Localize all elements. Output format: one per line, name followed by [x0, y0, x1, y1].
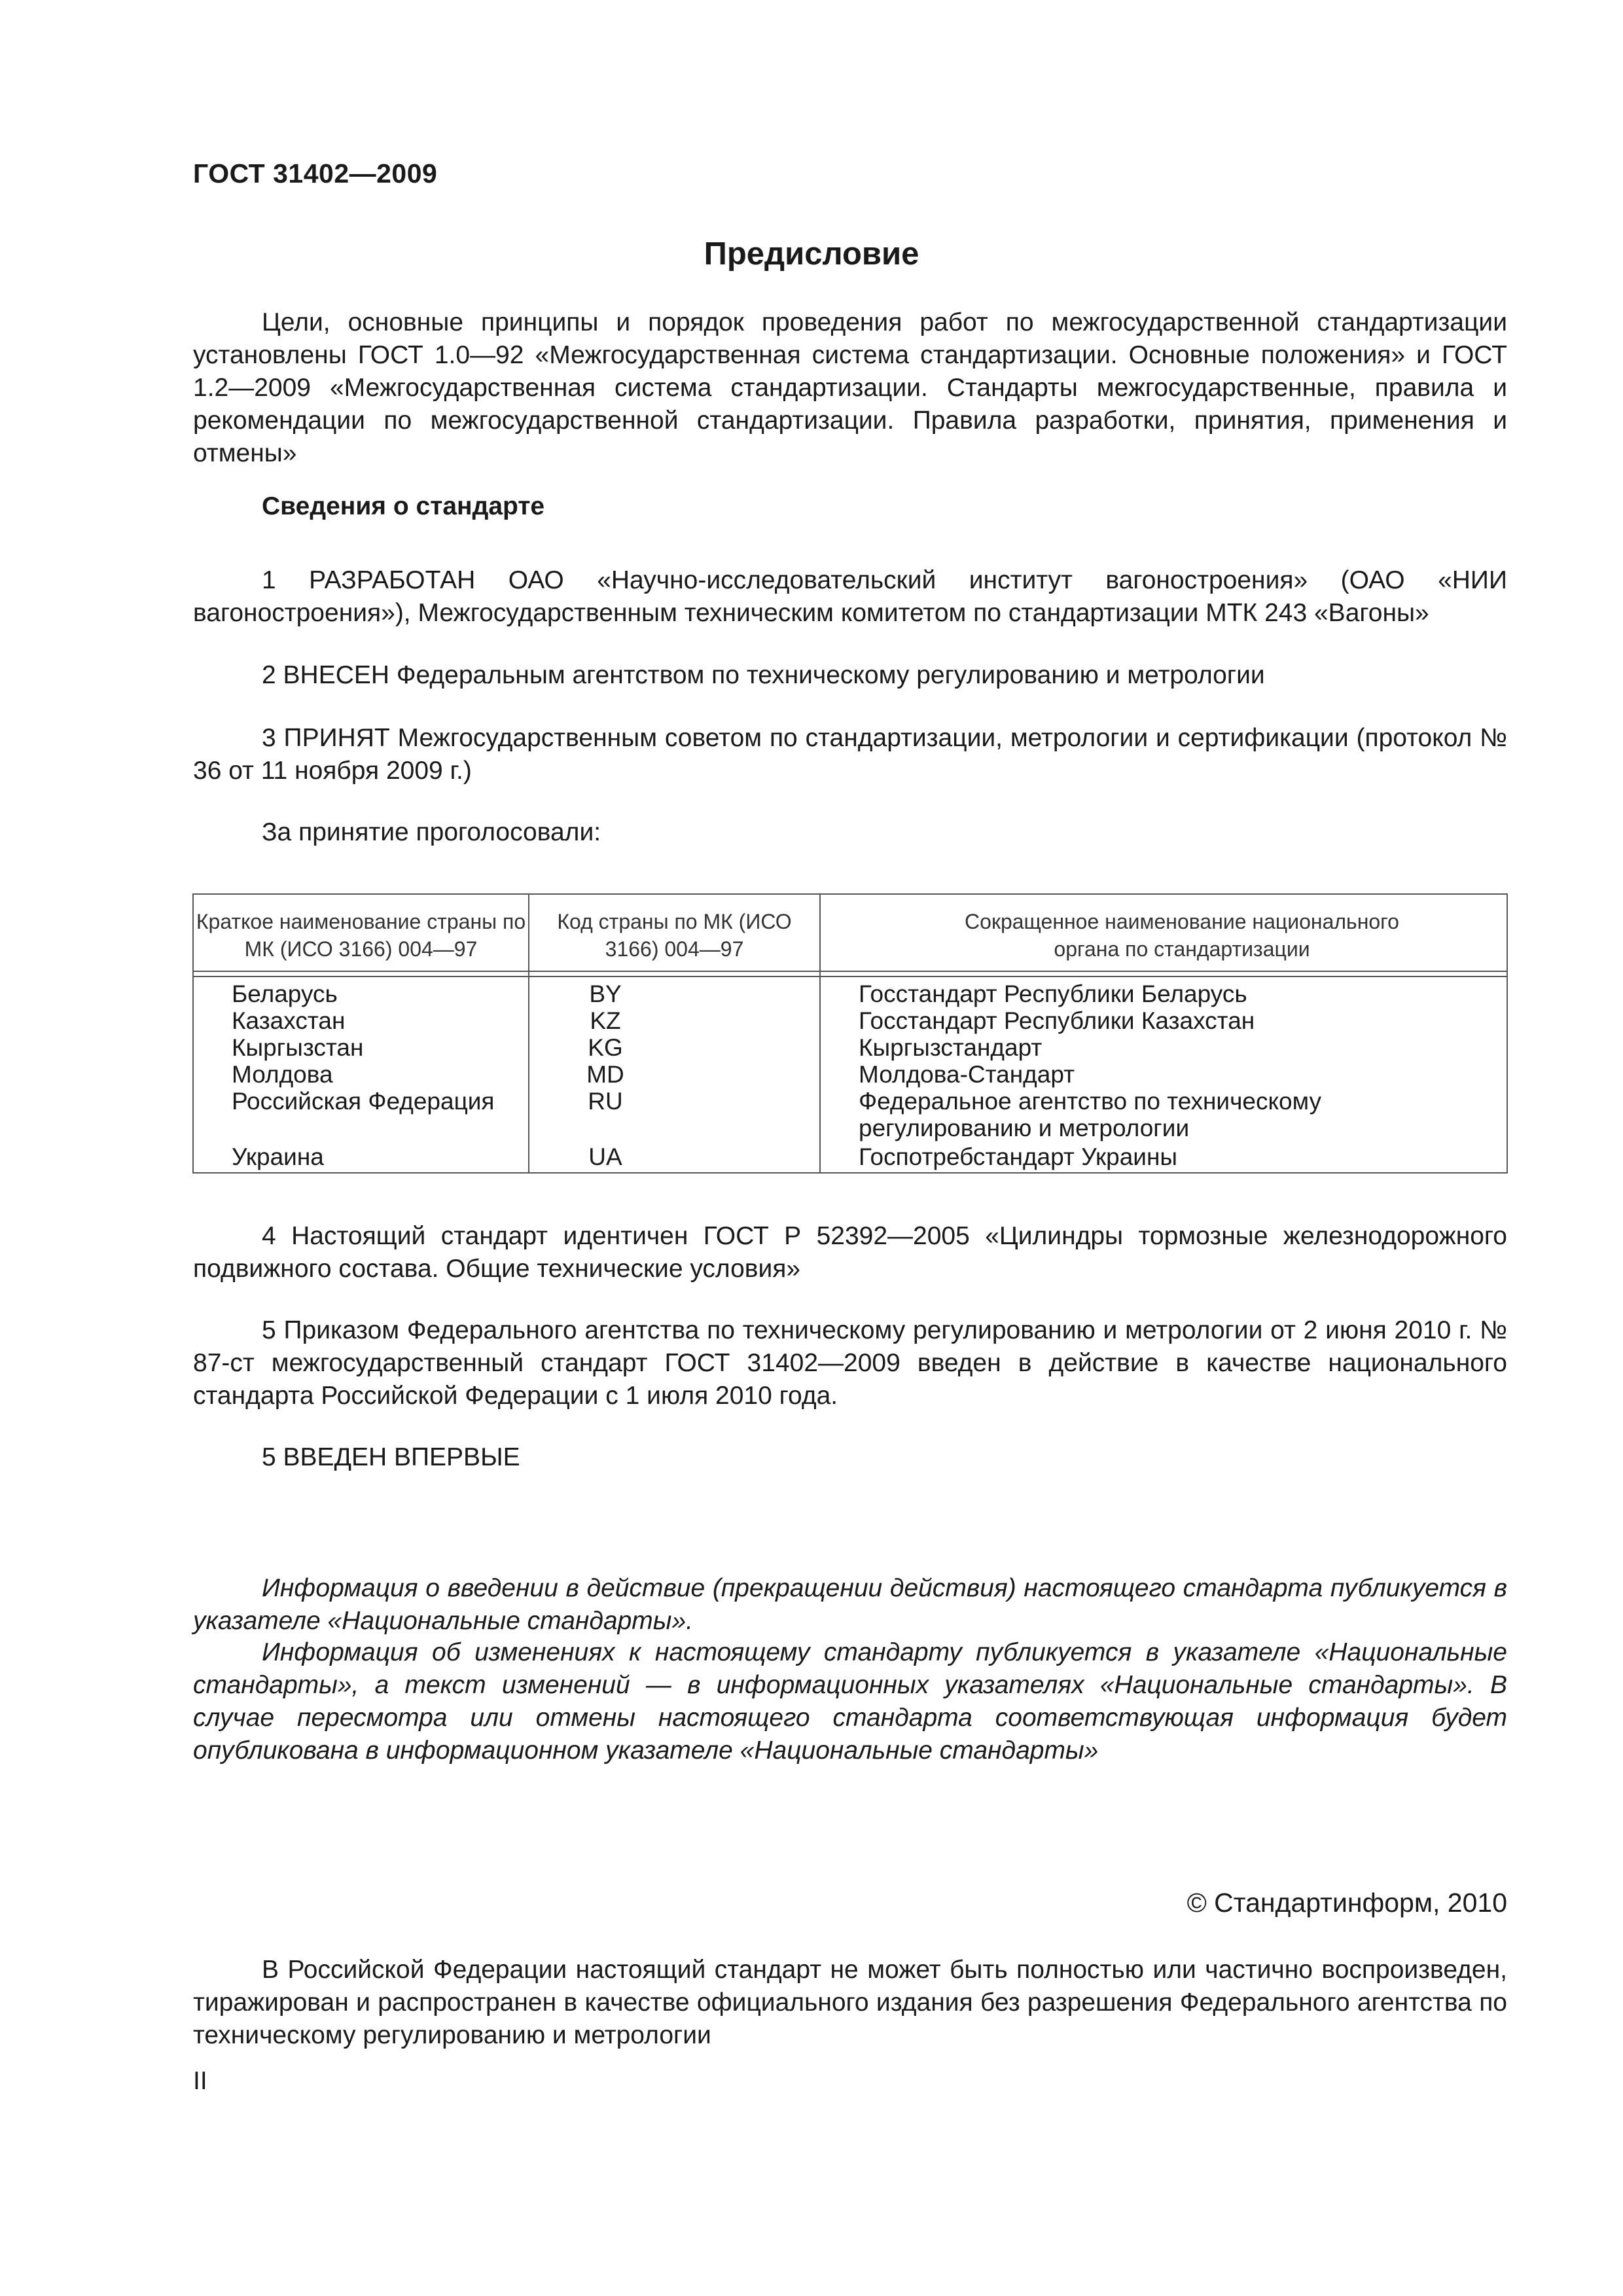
- page-title: Предисловие: [704, 236, 919, 272]
- legal-paragraph: В Российской Федерации настоящий стандарт не может быть полностью или частично воспроизведен, тиражирован и распространен в качестве официального издания без разрешения Федерального агентства по техническому регулированию и метрологии: [193, 1956, 1507, 2049]
- item-5-paragraph: 5 Приказом Федерального агентства по техническому регулированию и метрологии от 2 июня 2010 г. № 87-ст межгосударственный стандарт ГОСТ 31402—2009 введен в действие в качестве национального стандарта Российской Федерации с 1 июля 2010 года.: [193, 1316, 1507, 1410]
- page-number: II: [193, 2067, 207, 2095]
- table-cell-country: Российская Федерация: [232, 1088, 495, 1115]
- info-paragraph-2: Информация об изменениях к настоящему стандарту публикуется в указателе «Национальные стандарты», а текст изменений — в информационных указателях «Национальные стандарты». В случае пересмотра или отмены настоящего стандарта соответствующая информация будет опубликована в информационном указателе «Национальные стандарты»: [193, 1638, 1507, 1765]
- intro-paragraph: Цели, основные принципы и порядок проведения работ по межгосударственной стандартизации установлены ГОСТ 1.0—92 «Межгосударственная система стандартизации. Основные положения» и ГОСТ 1.2—2009 «Межгосударственная система стандартизации. Стандарты межгосударственные, правила и рекомендации по межгосударственной стандартизации. Правила разработки, принятия, применения и отмены»: [193, 308, 1507, 467]
- table-cell-code: UA: [588, 1143, 622, 1170]
- table-header-code: Код страны по МК (ИСО 3166) 004—97: [557, 910, 792, 961]
- table-cell-country: Украина: [232, 1143, 324, 1170]
- table-cell-country: Казахстан: [232, 1007, 346, 1034]
- info-paragraph-1: Информация о введении в действие (прекращении действия) настоящего стандарта публикуется в указателе «Национальные стандарты».: [193, 1574, 1507, 1635]
- table-cell-body: Госпотребстандарт Украины: [859, 1143, 1177, 1170]
- table-cell-code: BY: [589, 980, 622, 1007]
- item-1-paragraph: 1 РАЗРАБОТАН ОАО «Научно-исследовательский институт вагоностроения» (ОАО «НИИ вагоностроения»), Межгосударственным техническим комитетом по стандартизации МТК 243 «Вагоны»: [193, 566, 1507, 627]
- table-cell-code: KZ: [590, 1007, 621, 1034]
- table-cell-body: Молдова-Стандарт: [859, 1061, 1075, 1088]
- item-3-paragraph: 3 ПРИНЯТ Межгосударственным советом по стандартизации, метрологии и сертификации (протокол № 36 от 11 ноября 2009 г.): [193, 724, 1507, 785]
- copyright-notice: © Стандартинформ, 2010: [1186, 1888, 1507, 1918]
- item-6-paragraph: 5 ВВЕДЕН ВПЕРВЫЕ: [262, 1443, 520, 1471]
- table-header-country: Краткое наименование страны по МК (ИСО 3166) 004—97: [196, 910, 526, 961]
- table-header-body: Сокращенное наименование национального органа по стандартизации: [965, 910, 1399, 961]
- table-cell-country: Молдова: [232, 1061, 333, 1088]
- item-2-paragraph: 2 ВНЕСЕН Федеральным агентством по техническому регулированию и метрологии: [262, 661, 1265, 689]
- table-cell-body: Федеральное агентство по техническому регулированию и метрологии: [859, 1088, 1321, 1141]
- table-cell-body: Госстандарт Республики Казахстан: [859, 1007, 1255, 1034]
- voting-table: [192, 893, 1508, 1174]
- table-cell-body: Госстандарт Республики Беларусь: [859, 980, 1247, 1007]
- table-cell-code: KG: [588, 1034, 623, 1061]
- table-cell-body: Кыргызстандарт: [859, 1034, 1043, 1061]
- table-cell-code: RU: [588, 1088, 623, 1115]
- table-cell-country: Кыргызстан: [232, 1034, 364, 1061]
- table-cell-code: MD: [586, 1061, 624, 1088]
- item-4-paragraph: 4 Настоящий стандарт идентичен ГОСТ Р 52392—2005 «Цилиндры тормозные железнодорожного подвижного состава. Общие технические условия»: [193, 1222, 1507, 1283]
- voted-label: За принятие проголосовали:: [262, 818, 601, 846]
- section-subtitle: Сведения о стандарте: [262, 492, 545, 520]
- table-cell-country: Беларусь: [232, 980, 338, 1007]
- document-code-header: ГОСТ 31402—2009: [193, 158, 438, 188]
